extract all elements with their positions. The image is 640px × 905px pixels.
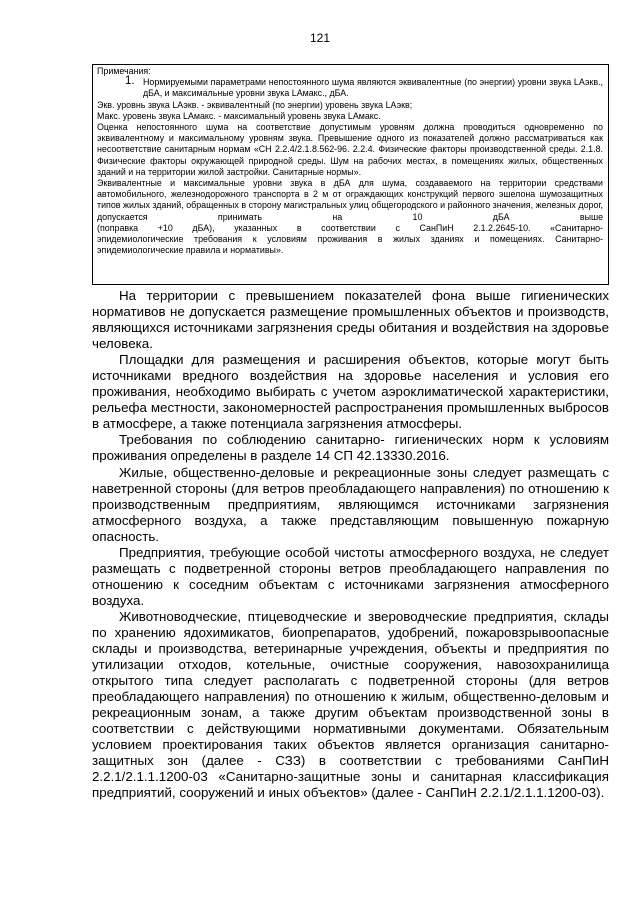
notes-max-definition: Макс. уровень звука LАмакс. - максимальный уровень звука LАмакс. (97, 110, 381, 121)
main-body-text (92, 288, 609, 802)
notes-item-text: Нормируемыми параметрами непостоянного шума являются эквивалентные (по энергии) уровни звука LАэкв., дБА, и максимальные уровни звука LАмакс., дБА. (143, 77, 603, 99)
notes-box (92, 64, 609, 285)
notes-transport-amendment: (поправка +10 дБА), указанных в соответствии с СанПиН 2.1.2.2645-10. «Санитарно- (97, 222, 603, 233)
notes-list-item (97, 77, 603, 99)
notes-transport-text: Эквивалентные и максимальные уровни звука в дБА для шума, создаваемого на территории средствами автомобильного, железнодорожного транспорта в 2 м от ограждающих конструкций первого эшелона шумозащитных типов жилых зданий, обращенных в сторону магистральных улиц общегородского и районного значения, железных дорог, допускается принимать на 10 дБА выше (97, 178, 603, 222)
paragraph-background-pollution: На территории с превышением показателей фона выше гигиенических нормативов не допускается размещение промышленных объектов и производств, являющихся источниками загрязнения среды обитания и воздействия на здоровье человека. (92, 288, 609, 352)
notes-heading: Примечания: (97, 66, 151, 76)
paragraph-clean-air-enterprises: Предприятия, требующие особой чистоты атмосферного воздуха, не следует размещать с подветренной стороны ветров преобладающего направления по отношению к соседним объектам с источниками загрязнения атмосферного воздуха. (92, 544, 609, 608)
paragraph-hygiene-requirements: Требования по соблюдению санитарно- гигиенических норм к условиям проживания определены в разделе 14 СП 42.13330.2016. (92, 432, 609, 464)
notes-equiv-definition: Экв. уровнь звука LАэкв. - эквивалентный (по энергии) уровень звука LАэкв; (97, 99, 413, 110)
page-number: 121 (309, 31, 331, 45)
notes-assessment-text: Оценка непостоянного шума на соответствие допустимым уровням должна проводиться одновременно по эквивалентному и максимальному уровням звука. Превышение одного из показателей должно рассматриваться как несоответствие санитарным нормам «СН 2.2.4/2.1.8.562-96. 2.2.4. Физические факторы производственной среды. 2.1.8. Физические факторы окружающей природной среды. Шум на рабочих местах, в помещениях жилых, общественных зданий и на территории жилой застройки. Санитарные нормы». (97, 122, 603, 177)
notes-item-number: 1. (125, 75, 135, 88)
paragraph-site-selection: Площадки для размещения и расширения объектов, которые могут быть источниками вредного воздействия на здоровье населения и условия его проживания, необходимо выбирать с учетом аэроклиматической характеристики, рельефа местности, закономерностей распространения промышленных выбросов в атмосфере, а также потенциала загрязнения атмосферы. (92, 352, 609, 432)
paragraph-residential-zones: Жилые, общественно-деловые и рекреационные зоны следует размещать с наветренной стороны (для ветров преобладающего направления) по отношению к производственным предприятиям, являющимся источниками загрязнения атмосферного воздуха, а также представляющим повышенную пожарную опасность. (92, 464, 609, 544)
paragraph-livestock-enterprises: Животноводческие, птицеводческие и звероводческие предприятия, склады по хранению ядохимикатов, биопрепаратов, удобрений, пожаровзрывоопасные склады и производства, ветеринарные учреждения, объекты и предприятия по утилизации отходов, котельные, очистные сооружения, навозохранилища открытого типа следует располагать с подветренной стороны (для ветров преобладающего направления) по отношению к жилым, общественно-деловым и рекреационным зонам, а также другим объектам производственной зоны в соответствии с действующими нормативными документами. Обязательным условием проектирования таких объектов является организация санитарно-защитных зон (далее - СЗЗ) в соответствии с требованиями СанПиН 2.2.1/2.1.1.1200-03 «Санитарно-защитные зоны и санитарная классификация предприятий, сооружений и иных объектов» (далее - СанПиН 2.2.1/2.1.1.1200-03). (92, 608, 609, 801)
notes-transport-tail: эпидемиологические требования к условиям проживания в жилых зданиях и помещениях. Санитарно-эпидемиологические правила и нормативы». (97, 234, 603, 256)
